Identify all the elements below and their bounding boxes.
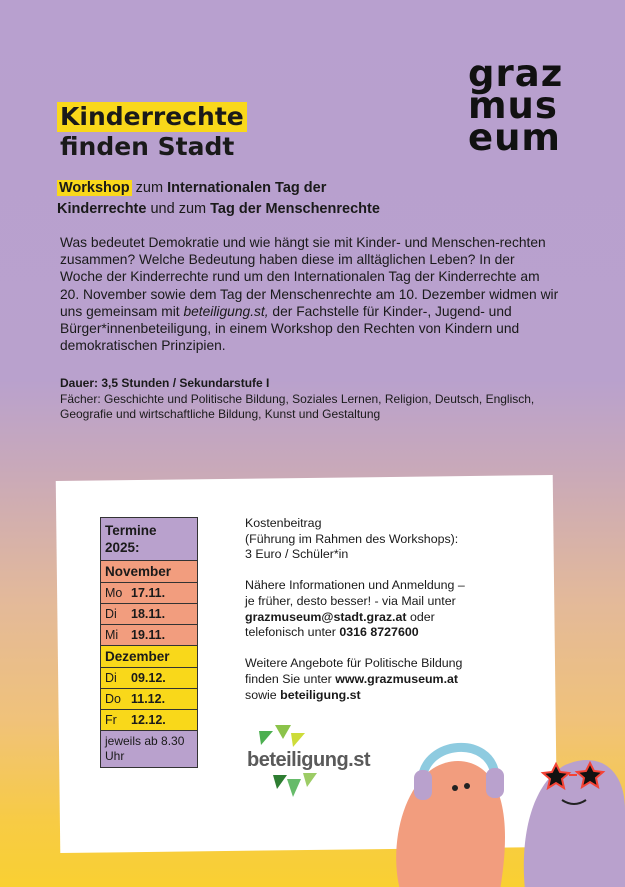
dates-heading: Termine 2025: <box>100 517 198 561</box>
more-offers: Weitere Angebote für Politische Bildung finden Sie unter www.grazmuseum.at sowie beteiligung.st <box>245 656 463 702</box>
page-title <box>57 102 247 162</box>
subjects: Fächer: Geschichte und Politische Bildung, Soziales Lernen, Religion, Deutsch, Englisch, Geografie und wirtschaftliche Bildung, Kunst und Gestaltung <box>60 391 535 421</box>
month-november: November <box>100 561 198 583</box>
date-row: Mo 17.11. <box>100 583 198 604</box>
date-row: Di 09.12. <box>100 668 198 689</box>
course-meta <box>60 376 570 423</box>
date-row: Di 18.11. <box>100 604 198 625</box>
cost-info: Kostenbeitrag (Führung im Rahmen des Workshops): 3 Euro / Schüler*in <box>245 516 459 562</box>
email-link[interactable]: grazmuseum@stadt.graz.at <box>245 609 407 624</box>
dates-table <box>100 517 198 768</box>
date-row: Mi 19.11. <box>100 625 198 646</box>
phone-number[interactable]: 0316 8727600 <box>339 625 419 640</box>
registration-info: Nähere Informationen und Anmeldung – je früher, desto besser! - via Mail unter grazmuseum@stadt.graz.at oder telefonisch unter 0316 8727600 <box>245 578 465 640</box>
date-row: Do 11.12. <box>100 689 198 710</box>
workshop-highlight: Workshop <box>59 180 130 196</box>
grazmuseum-logo: graz mus eum <box>468 52 564 159</box>
time-note: jeweils ab 8.30 Uhr <box>100 731 198 768</box>
info-text <box>245 516 545 719</box>
mascot-characters-illustration <box>370 730 625 887</box>
intro-paragraph: Was bedeutet Demokratie und wie hängt sie mit Kinder- und Menschen-rechten zusammen? Welche Bedeutung haben diese im alltäglichen Leben? In der Woche der Kinderrechte rund um den Internationalen Tag der Kinderrechte am 20. November sowie dem Tag der Menschenrechte am 10. Dezember widmen wir uns gemeinsam mit beteiligung.st, der Fachstelle für Kinder-, Jugend- und Bürger*innenbeteiligung, in einem Workshop den Rechten von Kindern und demokratischen Prinzipien. <box>60 235 559 354</box>
month-dezember: Dezember <box>100 646 198 668</box>
date-row: Fr 12.12. <box>100 710 198 731</box>
title-highlight: Kinderrechte <box>57 102 247 132</box>
website-link[interactable]: www.grazmuseum.at <box>335 671 459 686</box>
beteiligung-link[interactable]: beteiligung.st <box>280 687 361 702</box>
title-line2: finden Stadt <box>60 132 235 161</box>
subtitle: Workshop zum Internationalen Tag der Kinderrechte und zum Tag der Menschenrechte <box>57 180 380 217</box>
duration: Dauer: 3,5 Stunden / Sekundarstufe I <box>60 376 270 390</box>
beteiligung-logo: beteiligung.st <box>247 725 397 801</box>
